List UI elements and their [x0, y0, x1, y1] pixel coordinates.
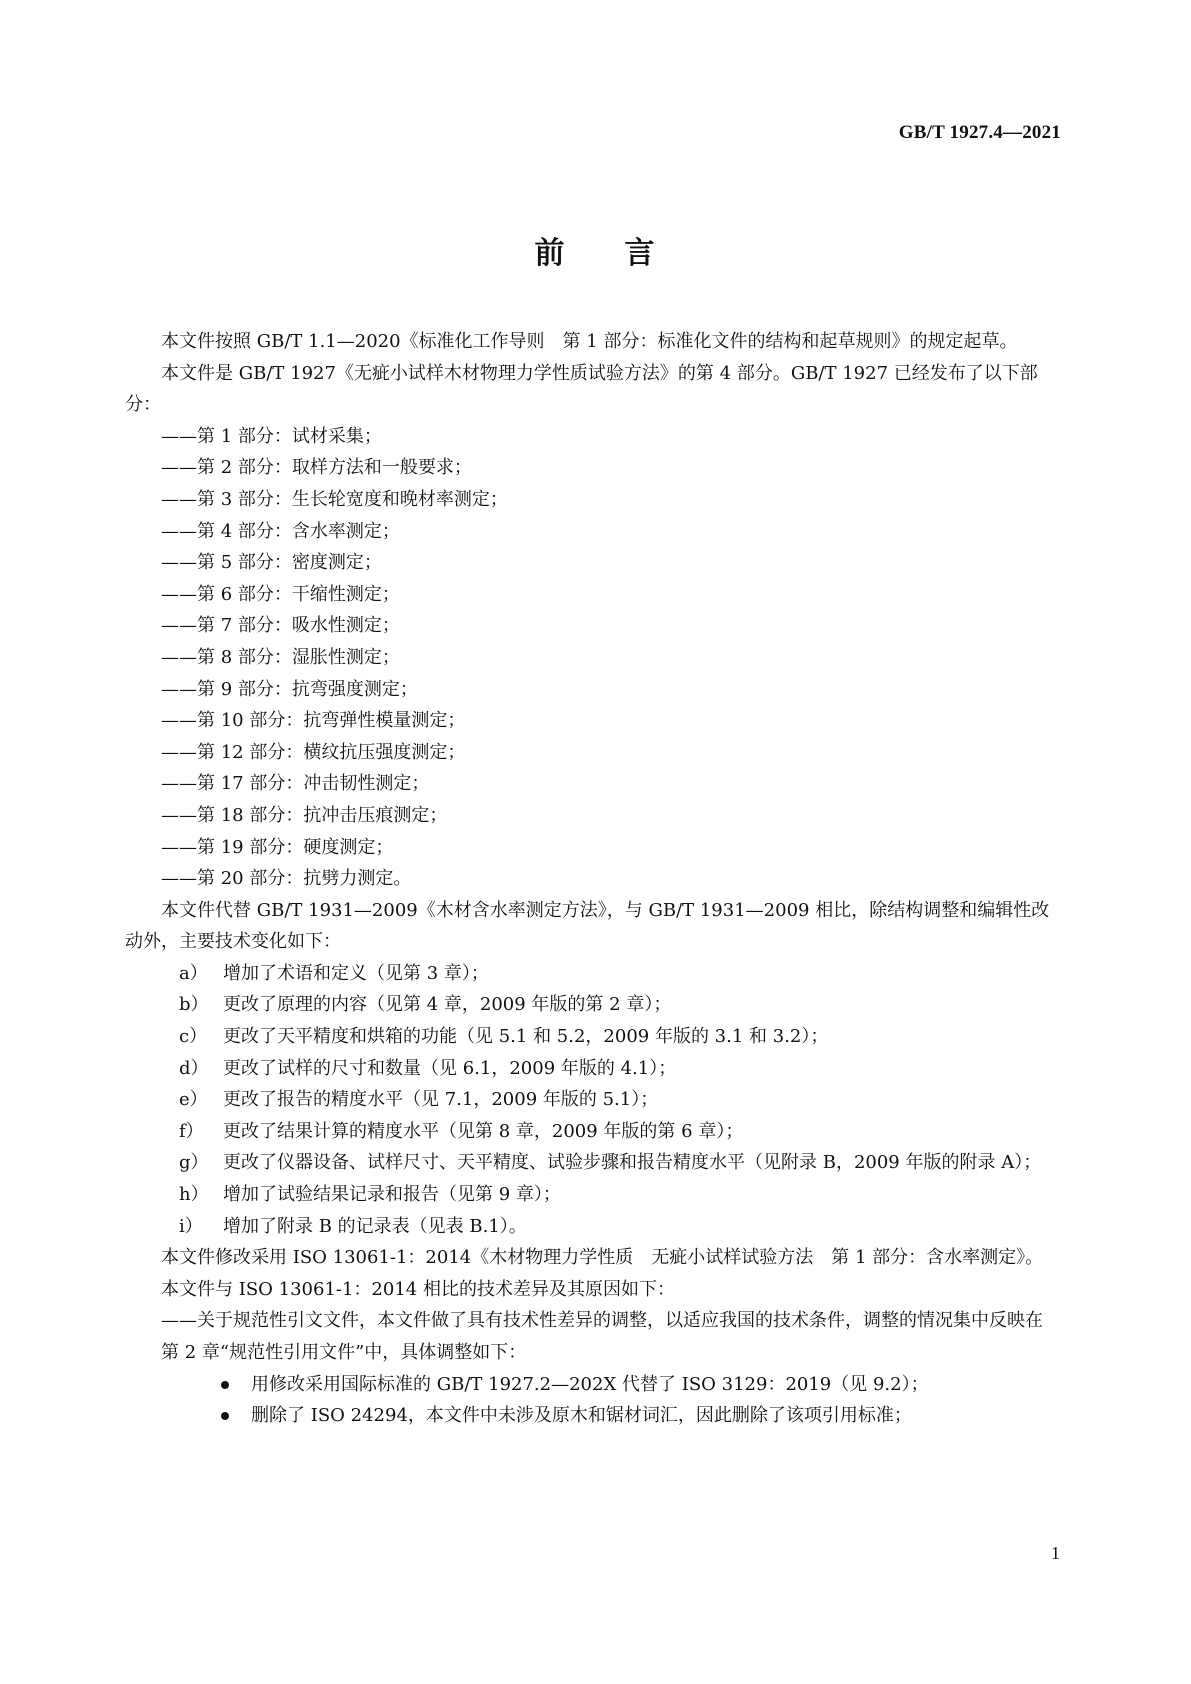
bullet-text: 用修改采用国际标准的 GB/T 1927.2—202X 代替了 ISO 3129：2019（见 9.2）； [251, 1373, 929, 1395]
difference-bullet [125, 1369, 1059, 1401]
differences-list [125, 1305, 1059, 1431]
difference-item [125, 1305, 1059, 1368]
paragraph-parts-intro: 本文件是 GB/T 1927《无疵小试样木材物理力学性质试验方法》的第 4 部分。GB/T 1927 已经发布了以下部分： [125, 362, 1038, 416]
change-item [125, 989, 1059, 1021]
change-item [125, 1211, 1059, 1243]
parts-list-item: ——第 9 部分：抗弯强度测定； [161, 678, 418, 700]
paragraph-adoption: 本文件修改采用 ISO 13061-1：2014《木材物理力学性质 无疵小试样试验方法 第 1 部分：含水率测定》。 [161, 1247, 1044, 1269]
change-marker: b） [179, 994, 209, 1016]
parts-list-item: ——第 4 部分：含水率测定； [161, 520, 400, 542]
change-item [125, 1116, 1059, 1148]
parts-list-item: ——第 2 部分：取样方法和一般要求； [161, 457, 472, 479]
change-marker: i） [179, 1215, 203, 1237]
paragraph-replaces: 本文件代替 GB/T 1931—2009《木材含水率测定方法》，与 GB/T 1931—2009 相比，除结构调整和编辑性改动外，主要技术变化如下： [125, 899, 1050, 953]
paragraph-drafting-rules: 本文件按照 GB/T 1.1—2020《标准化工作导则 第 1 部分：标准化文件的结构和起草规则》的规定起草。 [161, 331, 1018, 352]
difference-bullet [125, 1400, 1059, 1432]
document-body [125, 326, 1059, 1432]
parts-list-item: ——第 1 部分：试材采集； [161, 425, 382, 447]
change-text: 更改了天平精度和烘箱的功能（见 5.1 和 5.2，2009 年版的 3.1 和 3.2）； [223, 1026, 829, 1048]
change-text: 增加了试验结果记录和报告（见第 9 章）； [223, 1184, 561, 1206]
change-text: 更改了原理的内容（见第 4 章，2009 年版的第 2 章）； [223, 994, 672, 1016]
change-marker: g） [179, 1152, 209, 1174]
change-item [125, 1147, 1059, 1179]
change-text: 增加了术语和定义（见第 3 章）； [223, 962, 489, 984]
page-title [0, 228, 1191, 272]
change-item [125, 1179, 1059, 1211]
change-marker: c） [179, 1026, 208, 1048]
parts-list-item: ——第 3 部分：生长轮宽度和晚材率测定； [161, 488, 508, 510]
bullet-text: 删除了 ISO 24294，本文件中未涉及原木和锯材词汇，因此删除了该项引用标准； [251, 1405, 912, 1427]
change-text: 更改了报告的精度水平（见 7.1，2009 年版的 5.1）； [223, 1089, 659, 1111]
change-marker: a） [179, 962, 208, 984]
title-char-2: 言 [624, 236, 657, 271]
change-text: 更改了结果计算的精度水平（见第 8 章，2009 年版的第 6 章）； [223, 1120, 744, 1142]
change-item [125, 1084, 1059, 1116]
parts-list-item: ——第 18 部分：抗冲击压痕测定； [161, 804, 448, 826]
parts-list-item: ——第 10 部分：抗弯弹性模量测定； [161, 710, 466, 732]
parts-list [125, 421, 1059, 895]
change-marker: h） [179, 1184, 209, 1206]
parts-list-item: ——第 6 部分：干缩性测定； [161, 583, 400, 605]
change-marker: e） [179, 1089, 208, 1111]
change-item [125, 1053, 1059, 1085]
bullet-dot-icon [221, 1381, 229, 1389]
paragraph-differences-intro: 本文件与 ISO 13061-1：2014 相比的技术差异及其原因如下： [161, 1278, 675, 1300]
change-text: 更改了试样的尺寸和数量（见 6.1，2009 年版的 4.1）； [223, 1057, 677, 1079]
change-item [125, 958, 1059, 990]
title-char-1: 前 [534, 236, 567, 271]
difference-text: ——关于规范性引文文件，本文件做了具有技术性差异的调整，以适应我国的技术条件，调整的情况集中反映在第 2 章“规范性引用文件”中，具体调整如下： [161, 1310, 1043, 1363]
parts-list-item: ——第 20 部分：抗劈力测定。 [161, 868, 412, 890]
parts-list-item: ——第 5 部分：密度测定； [161, 552, 382, 574]
changes-list [125, 958, 1059, 1242]
change-text: 更改了仪器设备、试样尺寸、天平精度、试验步骤和报告精度水平（见附录 B，2009 年版的附录 A）； [223, 1152, 1042, 1174]
page-number: 1 [1051, 1543, 1060, 1563]
parts-list-item: ——第 7 部分：吸水性测定； [161, 615, 400, 637]
parts-list-item: ——第 17 部分：冲击韧性测定； [161, 773, 430, 795]
change-marker: f） [179, 1120, 204, 1142]
standard-code: GB/T 1927.4—2021 [898, 122, 1061, 143]
parts-list-item: ——第 19 部分：硬度测定； [161, 836, 394, 858]
change-text: 增加了附录 B 的记录表（见表 B.1）。 [223, 1215, 527, 1237]
parts-list-item: ——第 8 部分：湿胀性测定； [161, 646, 400, 668]
change-marker: d） [179, 1057, 209, 1079]
parts-list-item: ——第 12 部分：横纹抗压强度测定； [161, 741, 466, 763]
change-item [125, 1021, 1059, 1053]
